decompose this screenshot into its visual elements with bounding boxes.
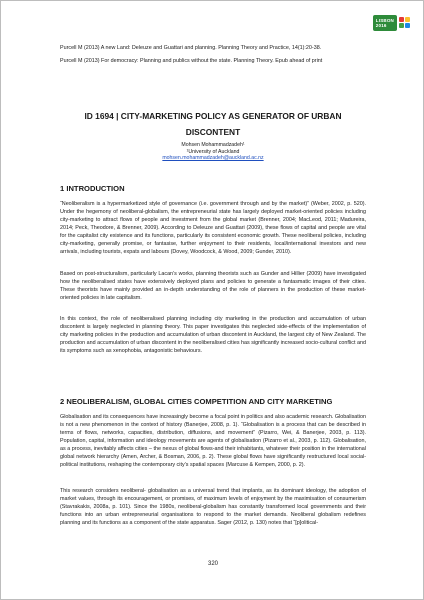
section-heading-neoliberalism: 2 NEOLIBERALISM, GLOBAL CITIES COMPETITION AND CITY MARKETING: [60, 397, 333, 406]
logo-text-line1: LISBON: [375, 18, 394, 23]
paper-title: ID 1694 | CITY-MARKETING POLICY AS GENERATOR OF URBAN DISCONTENT: [84, 111, 342, 137]
logo-mark-icon: [399, 17, 411, 29]
author-block: [60, 142, 366, 162]
paragraph: Globalisation and its consequences have increasingly become a focal point in politics and also academic research. Globalisation is not a new phenomenon in the context of history (Banerjee, 2008, p. 1). “Globalisation is a process that can be described in terms of flows, networks, capacities, distribution, diffusions, and movement” (Pizarro, Wei, & Banerjee, 2003, p. 113). Population, capital, information and ideology movements are agents of globalisation (Pizarro et al., 2003, p. 112). Globalisation, as a process, inevitably affects cities – the nexus of global flows-and their inhabitants, whatever their position in the international global network hierarchy (Amen, Archer, & Bosman, 2006, p. 2). These global flows have significantly restructured local social-political institutions, reshaping the contemporary city’s spatial spaces (Marcuse & Kempen, 2000, p. 2).: [60, 414, 366, 468]
author-email-link[interactable]: mohsen.mohammadzadeh@auckland.ac.nz: [162, 155, 264, 162]
conference-logo: [373, 15, 411, 31]
author-name: Mohsen Mohammadzadeh¹: [181, 142, 245, 148]
author-affiliation: ¹University of Auckland: [186, 148, 240, 155]
section-heading-introduction: 1 INTRODUCTION: [60, 184, 125, 193]
logo-text-line2: 2016: [375, 23, 387, 28]
paragraph: In this context, the role of neoliberalised planning including city marketing in the production and accumulation of urban discontent is largely neglected in planning theory. This paper investigates this neglected side-effects of the implementation of city marketing policies in the production and accumulation of urban discontent in Auckland, the largest city of New Zealand. The production and accumulation of urban discontent in the neoliberalised cities has significantly increased socio-cultural conflict and its symptoms such as xenophobia, antagonistic behaviours.: [60, 316, 366, 354]
reference-item: Purcell M (2013) A new Land: Deleuze and Guattari and planning. Planning Theory and Practice, 14(1):20-38.: [60, 45, 322, 51]
logo-badge: [373, 15, 397, 31]
paragraph: This research considers neoliberal- globalisation as a universal trend that implants, as its dominant ideology, the adoption of market values, through its encouragement, or promises, of maximum levels of enjoyment by the maximisation of consumerism (Stavrakakis, 2008a, p. 101). Since the 1980s, neoliberal-globalism has constantly transformed local governments and their functions into an urban entrepreneurial organisations to respond to the market demands. Neoliberal globalism redefines planning and its functions as a component of the state apparatus. Sager (2012, p. 130) notes that “[p]olitical-: [60, 488, 366, 526]
reference-list: [60, 44, 370, 70]
paragraph: Based on post-structuralism, particularly Lacan’s works, planning theorists such as Gunder and Hillier (2009) have investigated how the neoliberalised states have extensively deployed plans and policies to generate a fantasmatic images of their cities. These theorists have mainly provided an in-depth understanding of the role of planners in the production of these market-oriented policies in late capitalism.: [60, 271, 366, 301]
paragraph: “Neoliberalism is a hypermarketized style of governance (i.e. government through and by the market)” (Weber, 2002, p. 520). Under the hegemony of neoliberal-globalism, the entrepreneurial state has largely deployed market-oriented policies including city-marketing to attract flows of people and investment from the global market (Brenner, 2004; MacLeod, 2011; Madureira, 2014; Peck, Theodore, & Brenner, 2009). According to Deleuze and Guattari (2009), these flows of capital and people are vital for the capitalist city existence and its functions, particularly its consistent economic growth. These neoliberal policies, including city-marketing, generally promise, or fantasise, further enjoyment to their residents, local/international investors and new arrivals, including tourists, expats and labours (Dovey, Woodcock, & Wood, 2009; Gunder, 2010).: [60, 201, 366, 255]
page-number: 320: [207, 561, 218, 567]
reference-item: Purcell M (2013) For democracy: Planning and publics without the state. Planning Theory. Epub ahead of print: [60, 58, 323, 64]
